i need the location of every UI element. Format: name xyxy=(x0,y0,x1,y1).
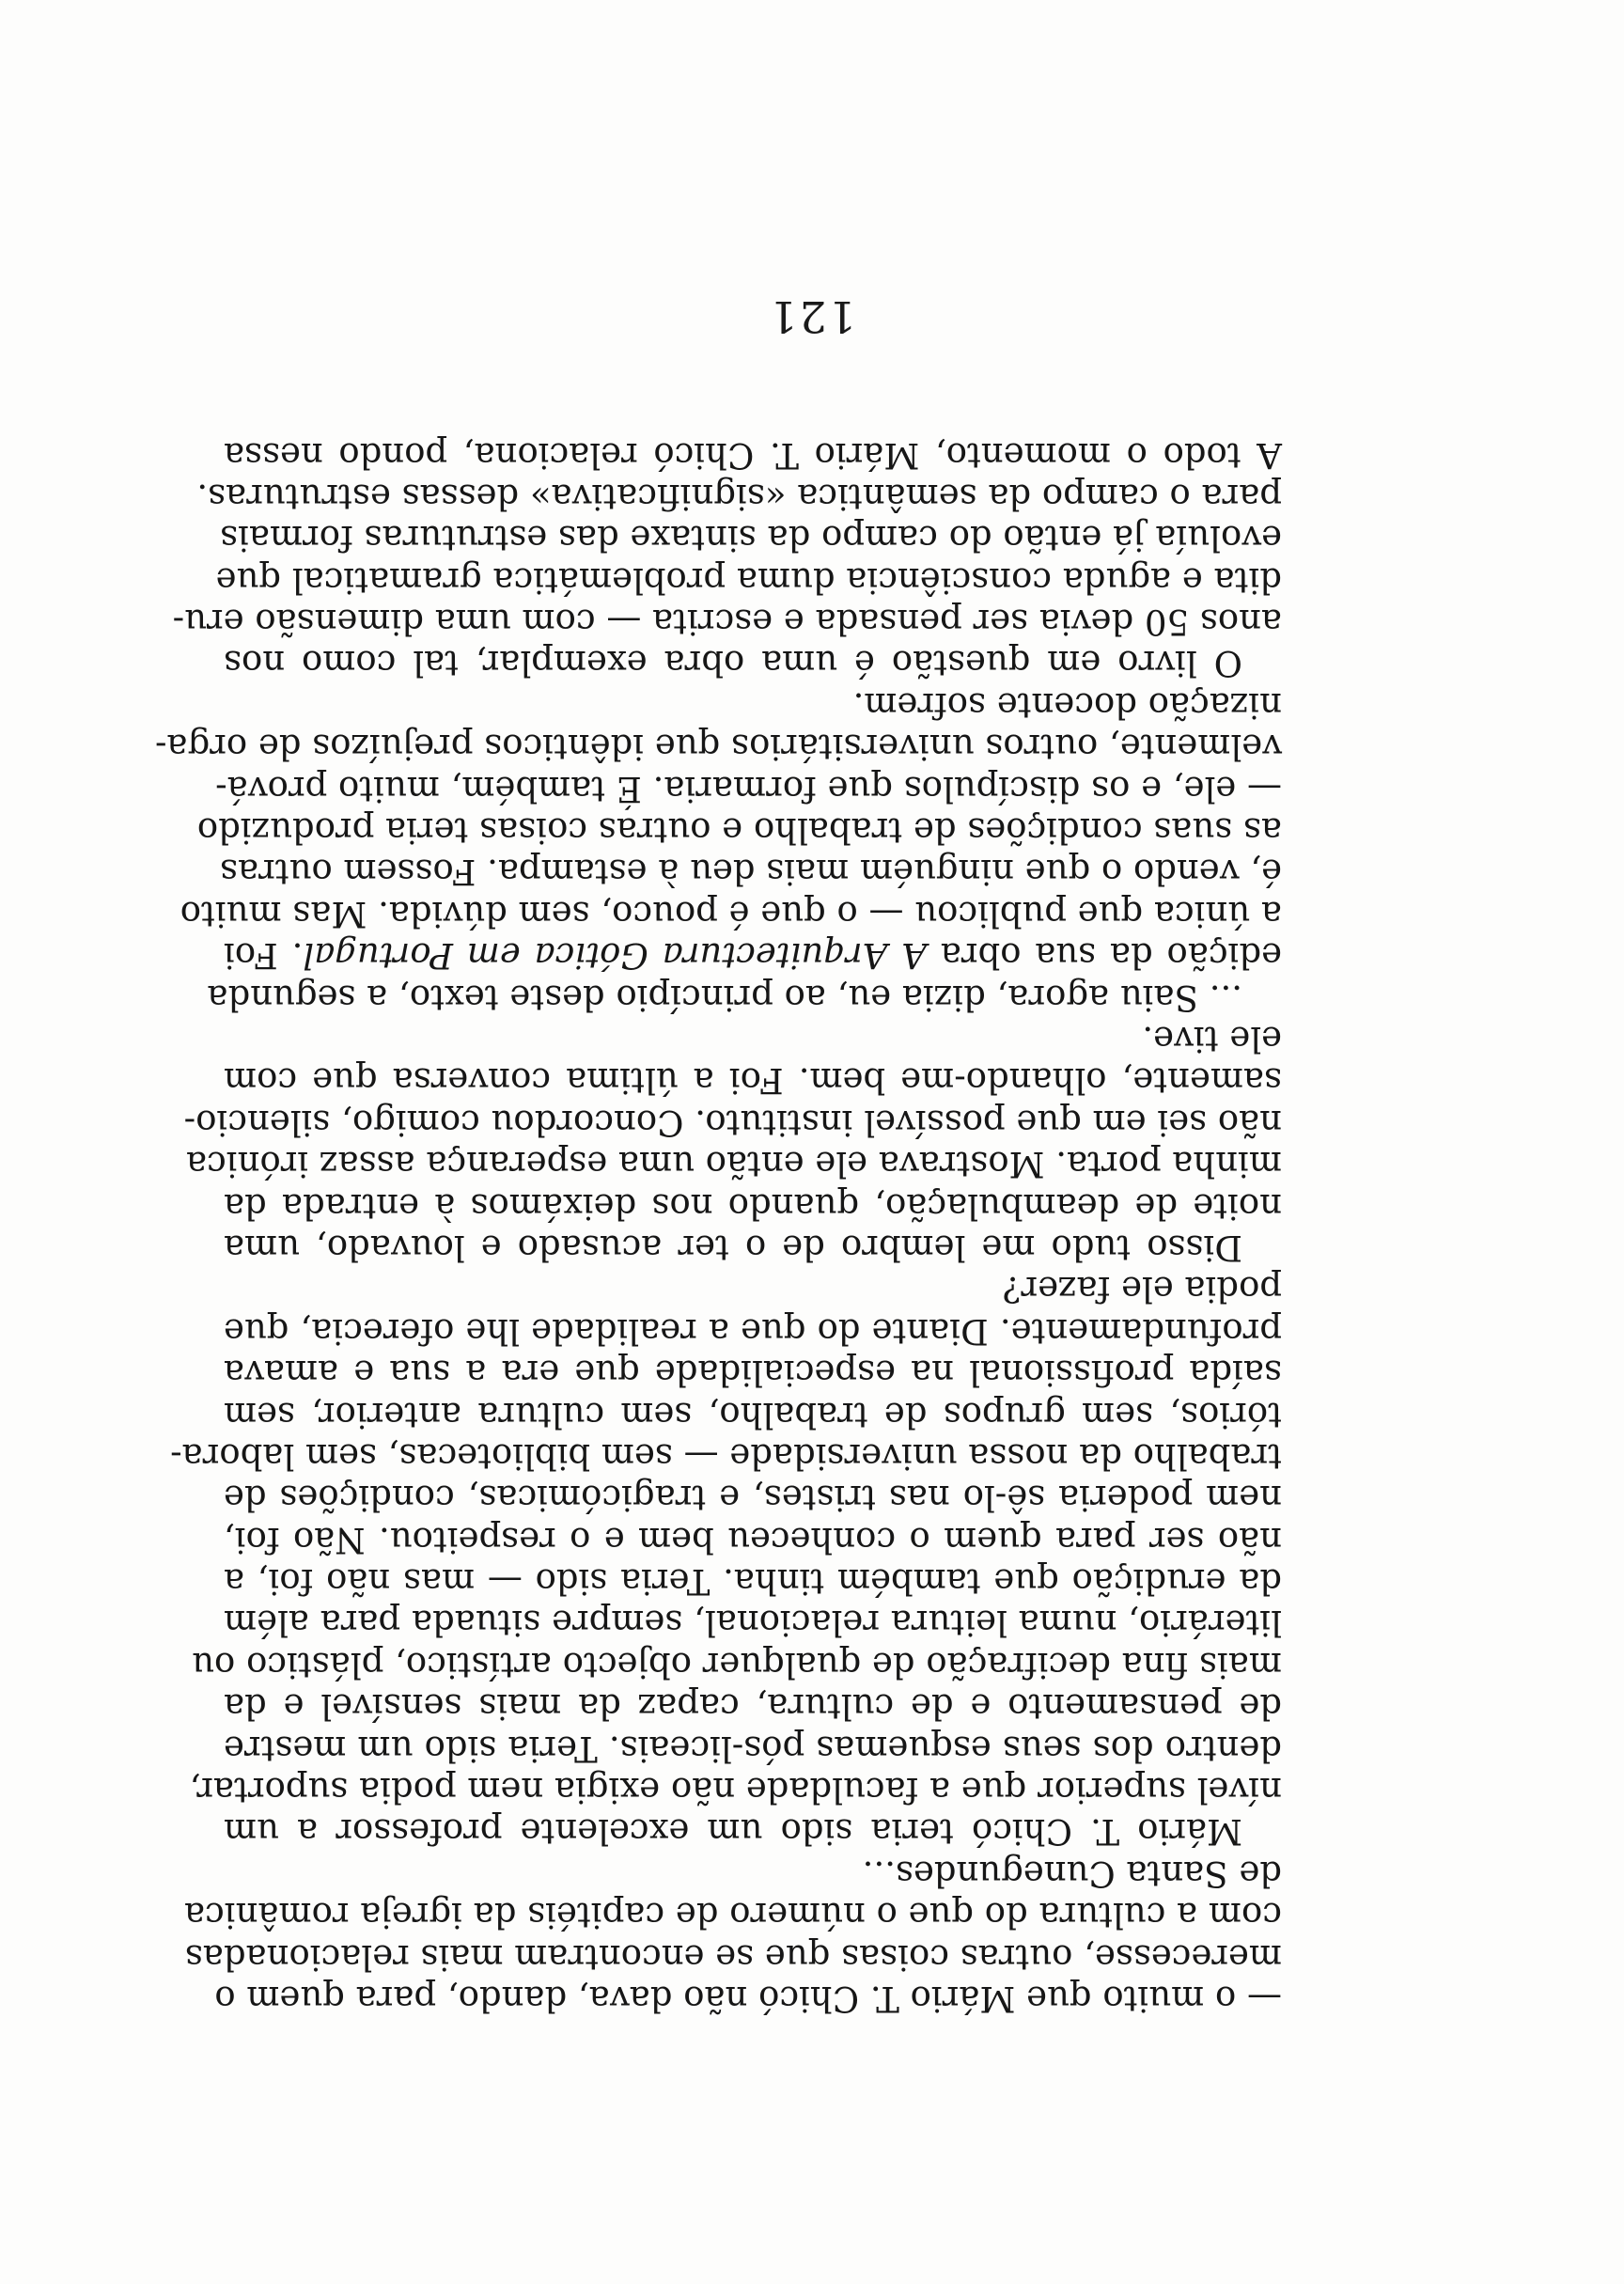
text-line: nização docente sofrem. xyxy=(852,684,1282,726)
text-line: podia ele fazer? xyxy=(1002,1269,1282,1310)
text-line: da erudição que também tinha. Teria sido — mas não foi, a xyxy=(224,1561,1282,1603)
text-line: ele tive. xyxy=(1142,1019,1282,1060)
text-line: anos 50 devia ser pensada e escrita — com uma dimensão eru- xyxy=(172,602,1282,643)
text-line: ... Saiu agora, dizia eu, ao princípio deste texto, a segunda xyxy=(207,977,1242,1018)
text-line: Mário T. Chicó teria sido um excelente professor a um xyxy=(224,1811,1242,1853)
book-title: A Arquitectura Gótica em Portugal xyxy=(303,935,927,977)
text-line: dita e aguda consciência duma problemática gramatical que xyxy=(215,559,1282,601)
text-line: O livro em questão é uma obra exemplar, tal como nos xyxy=(224,643,1242,684)
text-line: profundamente. Diante do que a realidade lhe oferecia, que xyxy=(224,1310,1282,1352)
text-line: para o campo da semântica «significativa» dessas estruturas. xyxy=(196,476,1282,517)
text-line: de Santa Cunegundes... xyxy=(862,1853,1282,1894)
text-line: evoluía já então do campo da sintaxe das estruturas formais xyxy=(220,518,1282,559)
text-line: — o muito que Mário T. Chicó não dava, dando, para quem o xyxy=(214,1979,1282,2019)
text-line: — ele, e os discípulos que formaria. É também, muito prová- xyxy=(215,768,1282,809)
text-line: Disso tudo me lembro de o ter acusado e louvado, uma xyxy=(224,1227,1242,1268)
text-line: tórios, sem grupos de trabalho, sem cultura anterior, sem xyxy=(224,1394,1282,1435)
text-line: é, vendo o que ninguém mais deu à estampa. Fossem outras xyxy=(220,852,1282,893)
text-line: merecesse, outras coisas que se encontram mais relacionadas xyxy=(184,1936,1282,1978)
text-line: literário, numa leitura relacional, sempre situada para além xyxy=(224,1603,1282,1644)
text-line: as suas condições de trabalho e outras coisas teria produzido xyxy=(196,810,1282,852)
text-line: trabalho da nossa universidade — sem bibliotecas, sem labora- xyxy=(170,1435,1282,1477)
text-line: a única que publicou — o que é pouco, sem dúvida. Mas muito xyxy=(180,893,1282,934)
text-line: com a cultura do que o número de capitéis da igreja românica xyxy=(184,1895,1282,1936)
text-segment: . Foi xyxy=(224,935,304,977)
text-line: nem poderia sê-lo nas tristes, e tragicómicas, condições de xyxy=(224,1478,1282,1519)
text-line: nível superior que a faculdade não exigia nem podia suportar, xyxy=(189,1770,1282,1811)
text-segment: edição da sua obra xyxy=(926,935,1282,977)
text-line: dentro dos seus esquemas pós-liceais. Teria sido um mestre xyxy=(224,1728,1282,1769)
text-line: não ser para quem o conheceu bem e o respeitou. Não foi, xyxy=(224,1519,1282,1560)
page-number: 121 xyxy=(768,291,856,342)
text-line: noite de deambulação, quando nos deixámos à entrada da xyxy=(224,1185,1282,1227)
text-line: minha porta. Mostrava ele então uma esperança assaz irónica xyxy=(186,1144,1282,1185)
text-line: samente, olhando-me bem. Foi a última conversa que com xyxy=(224,1060,1282,1102)
text-line: de pensamento e de cultura, capaz da mais sensível e da xyxy=(224,1686,1282,1728)
text-line-with-title xyxy=(224,934,1282,976)
text-line: velmente, outros universitários que idênticos prejuízos de orga- xyxy=(154,727,1282,768)
text-line: mais fina decifração de qualquer objecto artístico, plástico ou xyxy=(192,1644,1282,1685)
text-line: saída profissional na especialidade que era a sua e amava xyxy=(224,1353,1282,1394)
body-text xyxy=(154,433,1282,2019)
text-line: não sei em que possível instituto. Concordou comigo, silencio- xyxy=(183,1102,1282,1143)
text-line: A todo o momento, Mário T. Chicó relaciona, pondo nessa xyxy=(224,434,1282,476)
